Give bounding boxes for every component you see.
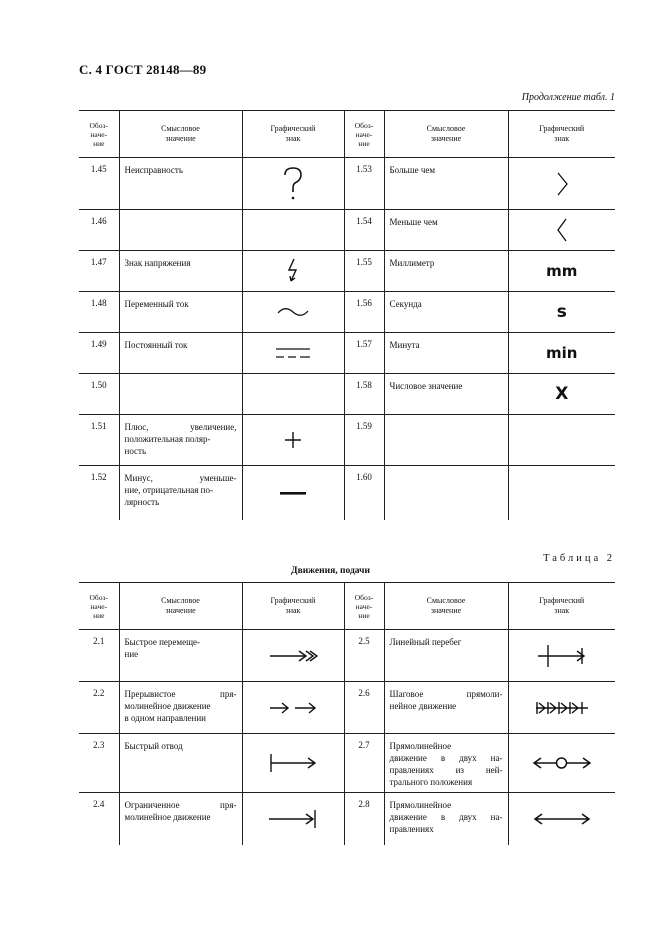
row-meaning [384, 466, 508, 520]
table-row [79, 734, 615, 793]
rapid-retract-icon [242, 734, 344, 793]
row-number: 1.55 [344, 251, 384, 292]
table-2-label: Таблица 2 [543, 553, 615, 564]
row-number: 2.3 [79, 734, 119, 793]
table-row [79, 682, 615, 734]
empty-sign [242, 374, 344, 415]
greater-than-icon [508, 158, 615, 210]
row-meaning: Прямолинейное движение в двух на- правлениях из ней- трального положения [384, 734, 508, 793]
row-number: 1.60 [344, 466, 384, 520]
alternating-current-icon [242, 292, 344, 333]
table-row [79, 415, 615, 466]
row-meaning: Секунда [384, 292, 508, 333]
row-number: 1.52 [79, 466, 119, 520]
plus-icon [242, 415, 344, 466]
row-number: 1.51 [79, 415, 119, 466]
row-meaning: Знак напряжения [119, 251, 242, 292]
row-number: 2.7 [344, 734, 384, 793]
row-meaning: Прямолинейное движение в двух на- правлениях [384, 793, 508, 845]
row-number: 1.48 [79, 292, 119, 333]
row-meaning [384, 415, 508, 466]
minus-icon [242, 466, 344, 520]
millimeter-sign: mm [508, 251, 615, 292]
empty-sign [508, 466, 615, 520]
intermittent-motion-icon [242, 682, 344, 734]
row-number: 1.49 [79, 333, 119, 374]
step-motion-icon [508, 682, 615, 734]
row-meaning: Больше чем [384, 158, 508, 210]
empty-sign [242, 210, 344, 251]
numeric-value-sign: X [508, 374, 615, 415]
table-row [79, 210, 615, 251]
row-number: 1.58 [344, 374, 384, 415]
col-header-designation: Обоз- наче- ние [79, 111, 119, 158]
row-number: 1.46 [79, 210, 119, 251]
row-number: 1.54 [344, 210, 384, 251]
question-mark-icon [242, 158, 344, 210]
row-meaning: Линейный перебег [384, 630, 508, 682]
row-meaning: Плюс, увеличение, положительная поляр- ность [119, 415, 242, 466]
row-number: 2.8 [344, 793, 384, 845]
row-meaning: Числовое значение [384, 374, 508, 415]
row-number: 1.56 [344, 292, 384, 333]
row-meaning: Быстрое перемеще- ние [119, 630, 242, 682]
row-meaning [119, 374, 242, 415]
col-header-designation: Обоз- наче- ние [344, 583, 384, 630]
voltage-icon [242, 251, 344, 292]
row-meaning: Неисправность [119, 158, 242, 210]
col-header-meaning: Смысловое значение [119, 111, 242, 158]
row-number: 2.2 [79, 682, 119, 734]
row-meaning [119, 210, 242, 251]
table-row [79, 466, 615, 520]
row-meaning: Прерывистое пря- молинейное движение в одном направлении [119, 682, 242, 734]
row-number: 1.47 [79, 251, 119, 292]
row-meaning: Быстрый отвод [119, 734, 242, 793]
col-header-designation: Обоз- наче- ние [79, 583, 119, 630]
col-header-sign: Графический знак [508, 583, 615, 630]
row-meaning: Минута [384, 333, 508, 374]
row-meaning: Меньше чем [384, 210, 508, 251]
less-than-icon [508, 210, 615, 251]
limited-motion-icon [242, 793, 344, 845]
page-header: С. 4 ГОСТ 28148—89 [79, 62, 207, 77]
direct-current-icon [242, 333, 344, 374]
table-row [79, 333, 615, 374]
row-meaning: Ограниченное пря- молинейное движение [119, 793, 242, 845]
rapid-traverse-icon [242, 630, 344, 682]
empty-sign [508, 415, 615, 466]
row-number: 2.4 [79, 793, 119, 845]
row-number: 1.50 [79, 374, 119, 415]
table-row [79, 374, 615, 415]
row-number: 2.1 [79, 630, 119, 682]
continuation-label: Продолжение табл. 1 [521, 92, 615, 103]
row-number: 1.59 [344, 415, 384, 466]
table-row [79, 292, 615, 333]
col-header-sign: Графический знак [508, 111, 615, 158]
row-number: 1.45 [79, 158, 119, 210]
bidirectional-motion-icon [508, 793, 615, 845]
minute-sign: min [508, 333, 615, 374]
row-meaning: Шаговое прямоли- нейное движение [384, 682, 508, 734]
row-meaning: Постоянный ток [119, 333, 242, 374]
bidirectional-neutral-icon [508, 734, 615, 793]
row-meaning: Миллиметр [384, 251, 508, 292]
second-sign: s [508, 292, 615, 333]
col-header-designation: Обоз- наче- ние [344, 111, 384, 158]
table-row [79, 793, 615, 845]
table-row [79, 251, 615, 292]
linear-overtravel-icon [508, 630, 615, 682]
row-number: 1.53 [344, 158, 384, 210]
row-meaning: Переменный ток [119, 292, 242, 333]
table-row [79, 630, 615, 682]
table-row [79, 158, 615, 210]
table-2-title: Движения, подачи [291, 566, 370, 576]
col-header-meaning: Смысловое значение [384, 111, 508, 158]
row-number: 1.57 [344, 333, 384, 374]
row-meaning: Минус, уменьше- ние, отрицательная по- лярность [119, 466, 242, 520]
col-header-meaning: Смысловое значение [119, 583, 242, 630]
row-number: 2.5 [344, 630, 384, 682]
col-header-sign: Графический знак [242, 111, 344, 158]
col-header-meaning: Смысловое значение [384, 583, 508, 630]
col-header-sign: Графический знак [242, 583, 344, 630]
table-1 [79, 110, 615, 520]
table-2 [79, 582, 615, 845]
row-number: 2.6 [344, 682, 384, 734]
